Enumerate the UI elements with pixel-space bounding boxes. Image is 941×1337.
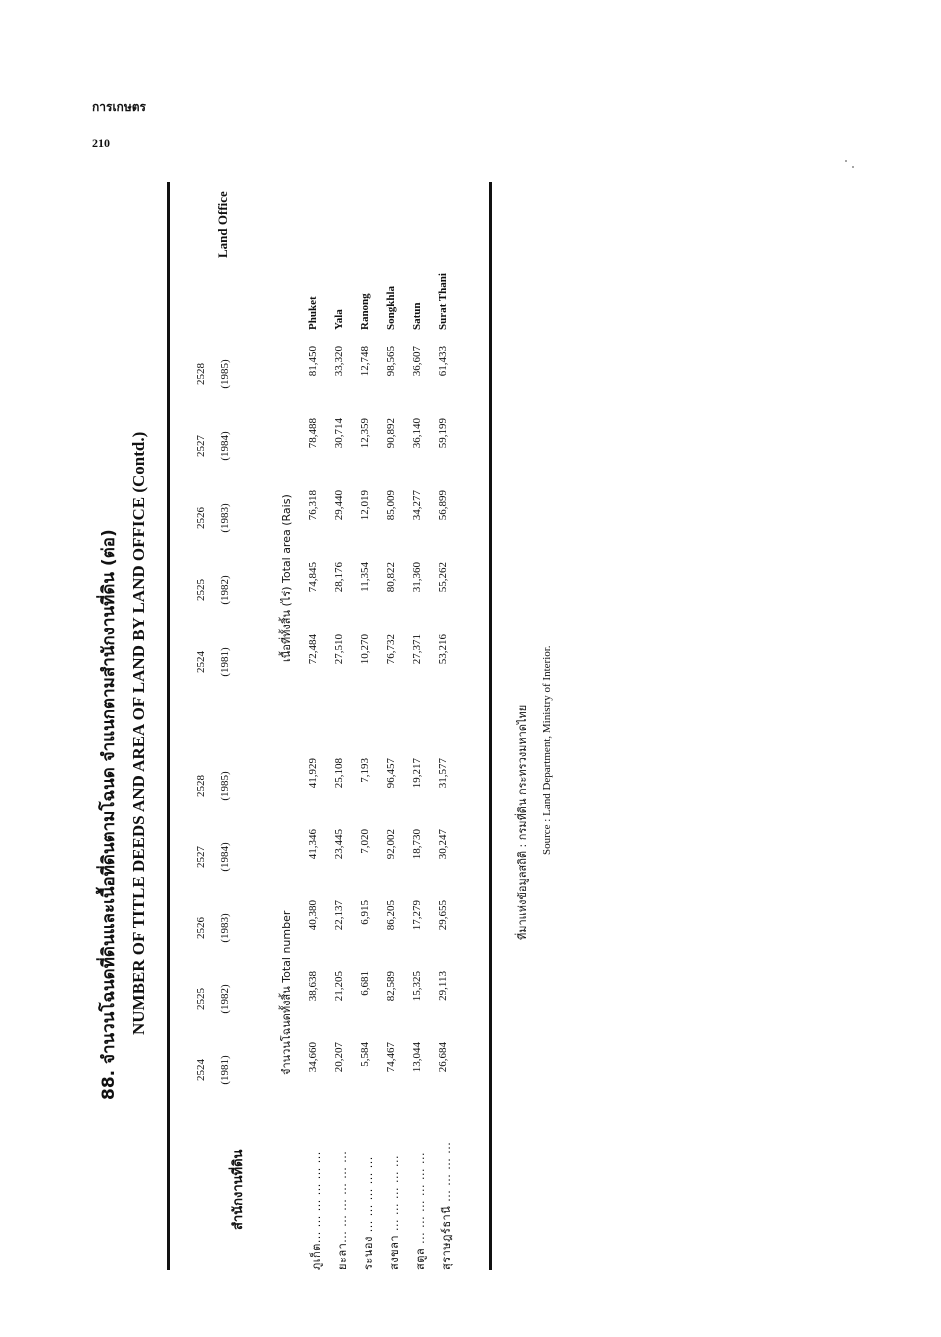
number-cell: 41,929	[307, 758, 319, 789]
area-cell: 10,270	[359, 634, 371, 665]
number-cell: 29,113	[437, 971, 449, 1001]
group-header-total-area: เนื้อที่ทั้งสิ้น (ไร่) Total area (Rais)	[280, 494, 293, 662]
area-cell: 31,360	[411, 562, 423, 593]
number-cell: 17,279	[411, 900, 423, 931]
number-cell: 25,108	[333, 758, 345, 789]
area-cell: 30,714	[333, 418, 345, 449]
year-header-en: (1981)	[219, 1055, 231, 1085]
number-cell: 30,247	[437, 829, 449, 860]
year-header-th: 2527	[195, 435, 207, 457]
table-row-stub: สตูล ... ... ... ... ... ...	[414, 1151, 427, 1270]
table-top-rule	[167, 182, 170, 1270]
year-header-en: (1984)	[219, 431, 231, 461]
year-header-en: (1981)	[219, 647, 231, 677]
stub-header-thai: สำนักงานที่ดิน	[231, 1149, 246, 1230]
table-row-stub: ระนอง ... ... ... ... ...	[362, 1156, 375, 1270]
group-header-total-number: จำนวนโฉนดทั้งสิ้น Total number	[280, 910, 293, 1075]
area-cell: 80,822	[385, 562, 397, 593]
area-cell: 27,510	[333, 634, 345, 665]
number-cell: 7,020	[359, 829, 371, 854]
scan-speck	[845, 160, 847, 162]
area-cell: 74,845	[307, 562, 319, 593]
number-cell: 96,457	[385, 758, 397, 789]
number-cell: 86,205	[385, 900, 397, 931]
year-header-en: (1982)	[219, 575, 231, 605]
year-header-th: 2524	[195, 1059, 207, 1081]
number-cell: 74,467	[385, 1042, 397, 1073]
area-cell: 11,354	[359, 562, 371, 592]
area-cell: 98,565	[385, 346, 397, 377]
year-header-th: 2525	[195, 579, 207, 601]
year-header-th: 2524	[195, 651, 207, 673]
year-header-th: 2528	[195, 363, 207, 385]
year-header-th: 2525	[195, 988, 207, 1010]
number-cell: 6,915	[359, 900, 371, 925]
area-cell: 36,140	[411, 418, 423, 449]
year-header-en: (1983)	[219, 503, 231, 533]
area-cell: 53,216	[437, 634, 449, 665]
scan-speck	[852, 166, 854, 168]
year-header-en: (1984)	[219, 842, 231, 872]
table-row-stub: ยะลา... ... ... ... ... ...	[336, 1150, 349, 1270]
area-cell: 85,009	[385, 490, 397, 521]
area-cell: 12,019	[359, 490, 371, 521]
section-header: การเกษตร	[92, 100, 146, 114]
year-header-th: 2528	[195, 775, 207, 797]
year-header-en: (1985)	[219, 771, 231, 801]
office-name-english: Yala	[333, 309, 345, 330]
office-name-english: Surat Thani	[437, 273, 449, 330]
year-header-th: 2527	[195, 846, 207, 868]
area-cell: 12,748	[359, 346, 371, 377]
table-title-english: NUMBER OF TITLE DEEDS AND AREA OF LAND BY LAND OFFICE (Contd.)	[129, 431, 148, 1035]
area-cell: 28,176	[333, 562, 345, 593]
source-note-thai: ที่มาแห่งข้อมูลสถิติ : กรมที่ดิน กระทรวงมหาดไทย	[516, 704, 529, 940]
table-row-stub: สงขลา ... ... ... ... ...	[388, 1155, 401, 1270]
year-header-en: (1983)	[219, 913, 231, 943]
number-cell: 40,380	[307, 900, 319, 931]
table-bottom-rule	[489, 182, 492, 1270]
area-cell: 55,262	[437, 562, 449, 593]
area-cell: 59,199	[437, 418, 449, 449]
source-note-english: Source : Land Department, Ministry of Interior.	[541, 645, 553, 855]
area-cell: 36,607	[411, 346, 423, 377]
number-cell: 29,655	[437, 900, 449, 931]
year-header-th: 2526	[195, 917, 207, 939]
area-cell: 27,371	[411, 634, 423, 665]
area-cell: 76,732	[385, 634, 397, 665]
number-cell: 20,207	[333, 1042, 345, 1073]
number-cell: 15,325	[411, 971, 423, 1002]
number-cell: 18,730	[411, 829, 423, 860]
office-name-english: Satun	[411, 302, 423, 330]
table-title-thai: 88. จำนวนโฉนดที่ดินและเนื้อที่ดินตามโฉนด จำแนกตามสำนักงานที่ดิน (ต่อ)	[99, 529, 119, 1100]
year-header-en: (1985)	[219, 359, 231, 389]
number-cell: 31,577	[437, 758, 449, 789]
number-cell: 26,684	[437, 1042, 449, 1073]
year-header-th: 2526	[195, 507, 207, 529]
area-cell: 72,484	[307, 634, 319, 665]
number-cell: 41,346	[307, 829, 319, 860]
stub-header-english: Land Office	[215, 191, 230, 258]
number-cell: 7,193	[359, 758, 371, 783]
number-cell: 34,660	[307, 1042, 319, 1073]
area-cell: 76,318	[307, 490, 319, 521]
number-cell: 13,044	[411, 1042, 423, 1073]
office-name-english: Phuket	[307, 296, 319, 330]
table-row-stub: สุราษฎร์ธานี ... ... ... ...	[440, 1141, 453, 1270]
area-cell: 34,277	[411, 490, 423, 521]
area-cell: 81,450	[307, 346, 319, 377]
area-cell: 90,892	[385, 418, 397, 449]
number-cell: 6,681	[359, 971, 371, 996]
area-cell: 29,440	[333, 490, 345, 521]
number-cell: 23,445	[333, 829, 345, 860]
area-cell: 12,359	[359, 418, 371, 449]
number-cell: 92,002	[385, 829, 397, 860]
number-cell: 5,584	[359, 1042, 371, 1067]
area-cell: 56,899	[437, 490, 449, 521]
number-cell: 82,589	[385, 971, 397, 1002]
area-cell: 78,488	[307, 418, 319, 449]
office-name-english: Ranong	[359, 293, 371, 330]
year-header-en: (1982)	[219, 984, 231, 1014]
area-cell: 33,320	[333, 346, 345, 377]
number-cell: 38,638	[307, 971, 319, 1002]
area-cell: 61,433	[437, 346, 449, 377]
office-name-english: Songkhla	[385, 285, 397, 330]
number-cell: 22,137	[333, 900, 345, 931]
number-cell: 21,205	[333, 971, 345, 1002]
rotated-table-page	[95, 110, 575, 1270]
number-cell: 19,217	[411, 758, 423, 789]
page-number: 210	[92, 136, 110, 150]
table-row-stub: ภูเก็ต... ... ... ... ... ...	[310, 1151, 323, 1270]
